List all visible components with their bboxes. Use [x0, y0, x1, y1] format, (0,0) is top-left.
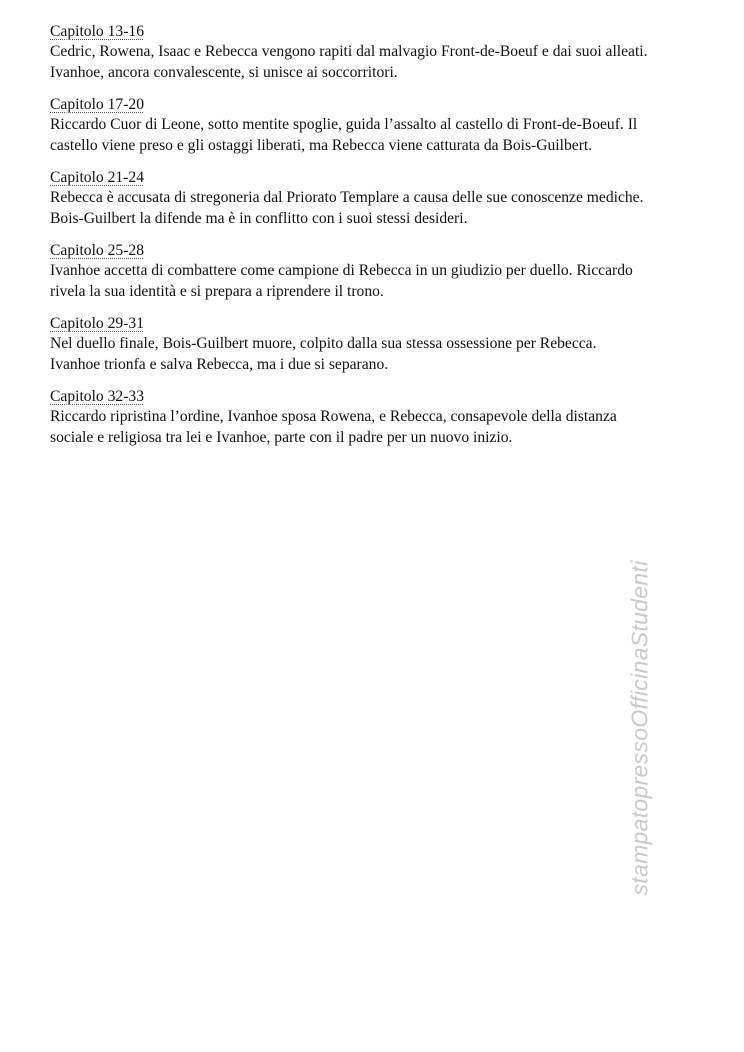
chapter-section	[50, 387, 740, 448]
chapter-section	[50, 95, 740, 156]
summary-line: Ivanhoe accetta di combattere come campione di Rebecca in un giudizio per duello. Riccardo	[50, 262, 633, 279]
chapter-heading: Capitolo 25-28	[50, 242, 144, 259]
summary-line: Bois-Guilbert la difende ma è in conflitto con i suoi stessi desideri.	[50, 209, 468, 227]
chapter-heading: Capitolo 32-33	[50, 388, 144, 405]
summary-line: Riccardo ripristina l’ordine, Ivanhoe sposa Rowena, e Rebecca, consapevole della distanza	[50, 408, 617, 425]
watermark: stampatopressoOfficinaStudenti	[626, 560, 653, 896]
chapter-section	[50, 241, 740, 302]
chapter-summary	[50, 188, 740, 229]
chapter-heading: Capitolo 13-16	[50, 23, 144, 40]
chapter-summary	[50, 334, 740, 375]
summary-line: Cedric, Rowena, Isaac e Rebecca vengono rapiti dal malvagio Front-de-Boeuf e dai suoi alleati.	[50, 43, 648, 60]
chapter-summary	[50, 407, 740, 448]
document-body	[50, 22, 740, 460]
summary-line: Riccardo Cuor di Leone, sotto mentite spoglie, guida l’assalto al castello di Front-de-Boeuf. Il	[50, 116, 638, 133]
chapter-heading: Capitolo 17-20	[50, 96, 144, 113]
chapter-summary	[50, 115, 740, 156]
chapter-section	[50, 314, 740, 375]
chapter-section	[50, 22, 740, 83]
summary-line: Ivanhoe trionfa e salva Rebecca, ma i due si separano.	[50, 355, 389, 373]
summary-line: Ivanhoe, ancora convalescente, si unisce ai soccorritori.	[50, 63, 398, 81]
summary-line: Nel duello finale, Bois-Guilbert muore, colpito dalla sua stessa ossessione per Rebecca.	[50, 335, 597, 352]
chapter-summary	[50, 42, 740, 83]
summary-line: castello viene preso e gli ostaggi liberati, ma Rebecca viene catturata da Bois-Guilbert.	[50, 136, 593, 154]
chapter-summary	[50, 261, 740, 302]
chapter-section	[50, 168, 740, 229]
chapter-heading: Capitolo 21-24	[50, 169, 144, 186]
chapter-heading: Capitolo 29-31	[50, 315, 144, 332]
summary-line: rivela la sua identità e si prepara a riprendere il trono.	[50, 282, 384, 300]
summary-line: Rebecca è accusata di stregoneria dal Priorato Templare a causa delle sue conoscenze mediche.	[50, 189, 644, 206]
summary-line: sociale e religiosa tra lei e Ivanhoe, parte con il padre per un nuovo inizio.	[50, 428, 513, 446]
